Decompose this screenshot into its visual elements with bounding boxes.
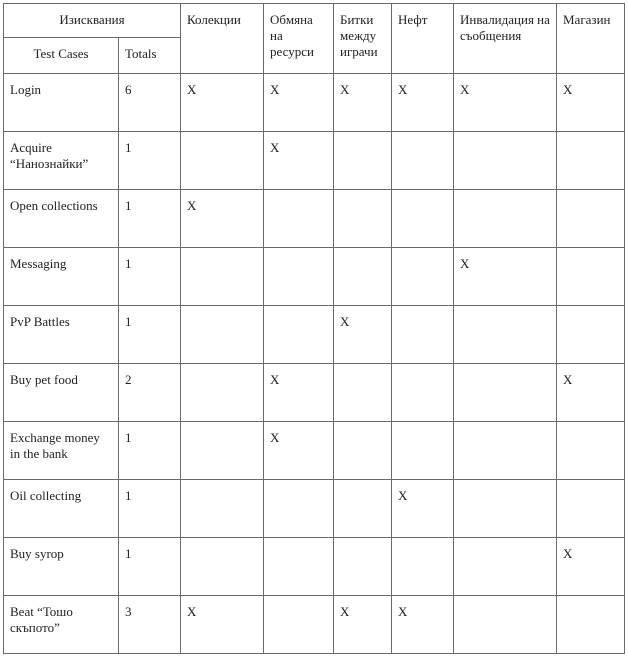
coverage-mark: X xyxy=(392,74,454,132)
empty-cell xyxy=(454,480,557,538)
table-row xyxy=(4,364,625,422)
empty-cell xyxy=(557,596,625,654)
empty-cell xyxy=(181,480,264,538)
empty-cell xyxy=(264,538,334,596)
test-case-total: 1 xyxy=(119,248,181,306)
empty-cell xyxy=(264,248,334,306)
coverage-mark: X xyxy=(454,248,557,306)
table-row xyxy=(4,538,625,596)
empty-cell xyxy=(334,364,392,422)
coverage-mark: X xyxy=(181,190,264,248)
coverage-mark: X xyxy=(334,596,392,654)
test-cases-header: Test Cases xyxy=(4,38,119,74)
test-case-name: Open collections xyxy=(4,190,119,248)
empty-cell xyxy=(392,422,454,480)
table-row xyxy=(4,596,625,654)
empty-cell xyxy=(264,596,334,654)
test-case-total: 6 xyxy=(119,74,181,132)
test-case-total: 1 xyxy=(119,306,181,364)
empty-cell xyxy=(264,306,334,364)
table-row xyxy=(4,480,625,538)
requirements-header: Изисквания xyxy=(4,4,181,38)
test-case-total: 3 xyxy=(119,596,181,654)
test-case-total: 1 xyxy=(119,422,181,480)
coverage-mark: X xyxy=(454,74,557,132)
empty-cell xyxy=(181,538,264,596)
coverage-mark: X xyxy=(557,74,625,132)
empty-cell xyxy=(181,132,264,190)
test-case-total: 1 xyxy=(119,480,181,538)
coverage-mark: X xyxy=(181,596,264,654)
empty-cell xyxy=(392,364,454,422)
empty-cell xyxy=(334,190,392,248)
empty-cell xyxy=(454,596,557,654)
empty-cell xyxy=(392,190,454,248)
empty-cell xyxy=(264,480,334,538)
empty-cell xyxy=(454,422,557,480)
coverage-mark: X xyxy=(264,74,334,132)
coverage-mark: X xyxy=(181,74,264,132)
coverage-mark: X xyxy=(264,422,334,480)
empty-cell xyxy=(334,480,392,538)
empty-cell xyxy=(557,480,625,538)
empty-cell xyxy=(181,248,264,306)
empty-cell xyxy=(557,306,625,364)
table-row xyxy=(4,132,625,190)
empty-cell xyxy=(392,306,454,364)
empty-cell xyxy=(454,306,557,364)
column-header-pvp-battles: Битки между играчи xyxy=(334,4,392,74)
empty-cell xyxy=(334,422,392,480)
test-case-name: Login xyxy=(4,74,119,132)
column-header-collections: Колекции xyxy=(181,4,264,74)
table-row xyxy=(4,74,625,132)
table-row xyxy=(4,422,625,480)
test-case-name: Beat “Тошо скъпото” xyxy=(4,596,119,654)
empty-cell xyxy=(557,422,625,480)
test-case-name: Oil collecting xyxy=(4,480,119,538)
test-case-total: 2 xyxy=(119,364,181,422)
empty-cell xyxy=(392,248,454,306)
column-header-resource-exchange: Обмяна на ресурси xyxy=(264,4,334,74)
header-row-top xyxy=(4,4,625,38)
table-row xyxy=(4,248,625,306)
empty-cell xyxy=(392,538,454,596)
traceability-matrix xyxy=(3,3,625,654)
empty-cell xyxy=(334,538,392,596)
empty-cell xyxy=(557,248,625,306)
empty-cell xyxy=(181,422,264,480)
empty-cell xyxy=(557,190,625,248)
totals-header: Totals xyxy=(119,38,181,74)
empty-cell xyxy=(392,132,454,190)
test-case-name: Buy syrop xyxy=(4,538,119,596)
empty-cell xyxy=(454,132,557,190)
coverage-mark: X xyxy=(392,596,454,654)
test-case-total: 1 xyxy=(119,190,181,248)
coverage-mark: X xyxy=(557,364,625,422)
empty-cell xyxy=(557,132,625,190)
empty-cell xyxy=(454,538,557,596)
empty-cell xyxy=(334,248,392,306)
test-case-name: Acquire “Нанознайки” xyxy=(4,132,119,190)
test-case-name: Messaging xyxy=(4,248,119,306)
table-row xyxy=(4,190,625,248)
empty-cell xyxy=(181,364,264,422)
test-case-total: 1 xyxy=(119,132,181,190)
coverage-mark: X xyxy=(557,538,625,596)
coverage-mark: X xyxy=(392,480,454,538)
test-case-name: Exchange money in the bank xyxy=(4,422,119,480)
test-case-name: Buy pet food xyxy=(4,364,119,422)
column-header-shop: Магазин xyxy=(557,4,625,74)
coverage-mark: X xyxy=(334,74,392,132)
coverage-mark: X xyxy=(264,364,334,422)
table-row xyxy=(4,306,625,364)
test-case-total: 1 xyxy=(119,538,181,596)
test-case-name: PvP Battles xyxy=(4,306,119,364)
empty-cell xyxy=(454,190,557,248)
column-header-oil: Нефт xyxy=(392,4,454,74)
empty-cell xyxy=(181,306,264,364)
coverage-mark: X xyxy=(264,132,334,190)
empty-cell xyxy=(454,364,557,422)
coverage-mark: X xyxy=(334,306,392,364)
empty-cell xyxy=(334,132,392,190)
column-header-message-invalidation: Инвалидация на съобщения xyxy=(454,4,557,74)
empty-cell xyxy=(264,190,334,248)
matrix-body xyxy=(4,4,625,654)
